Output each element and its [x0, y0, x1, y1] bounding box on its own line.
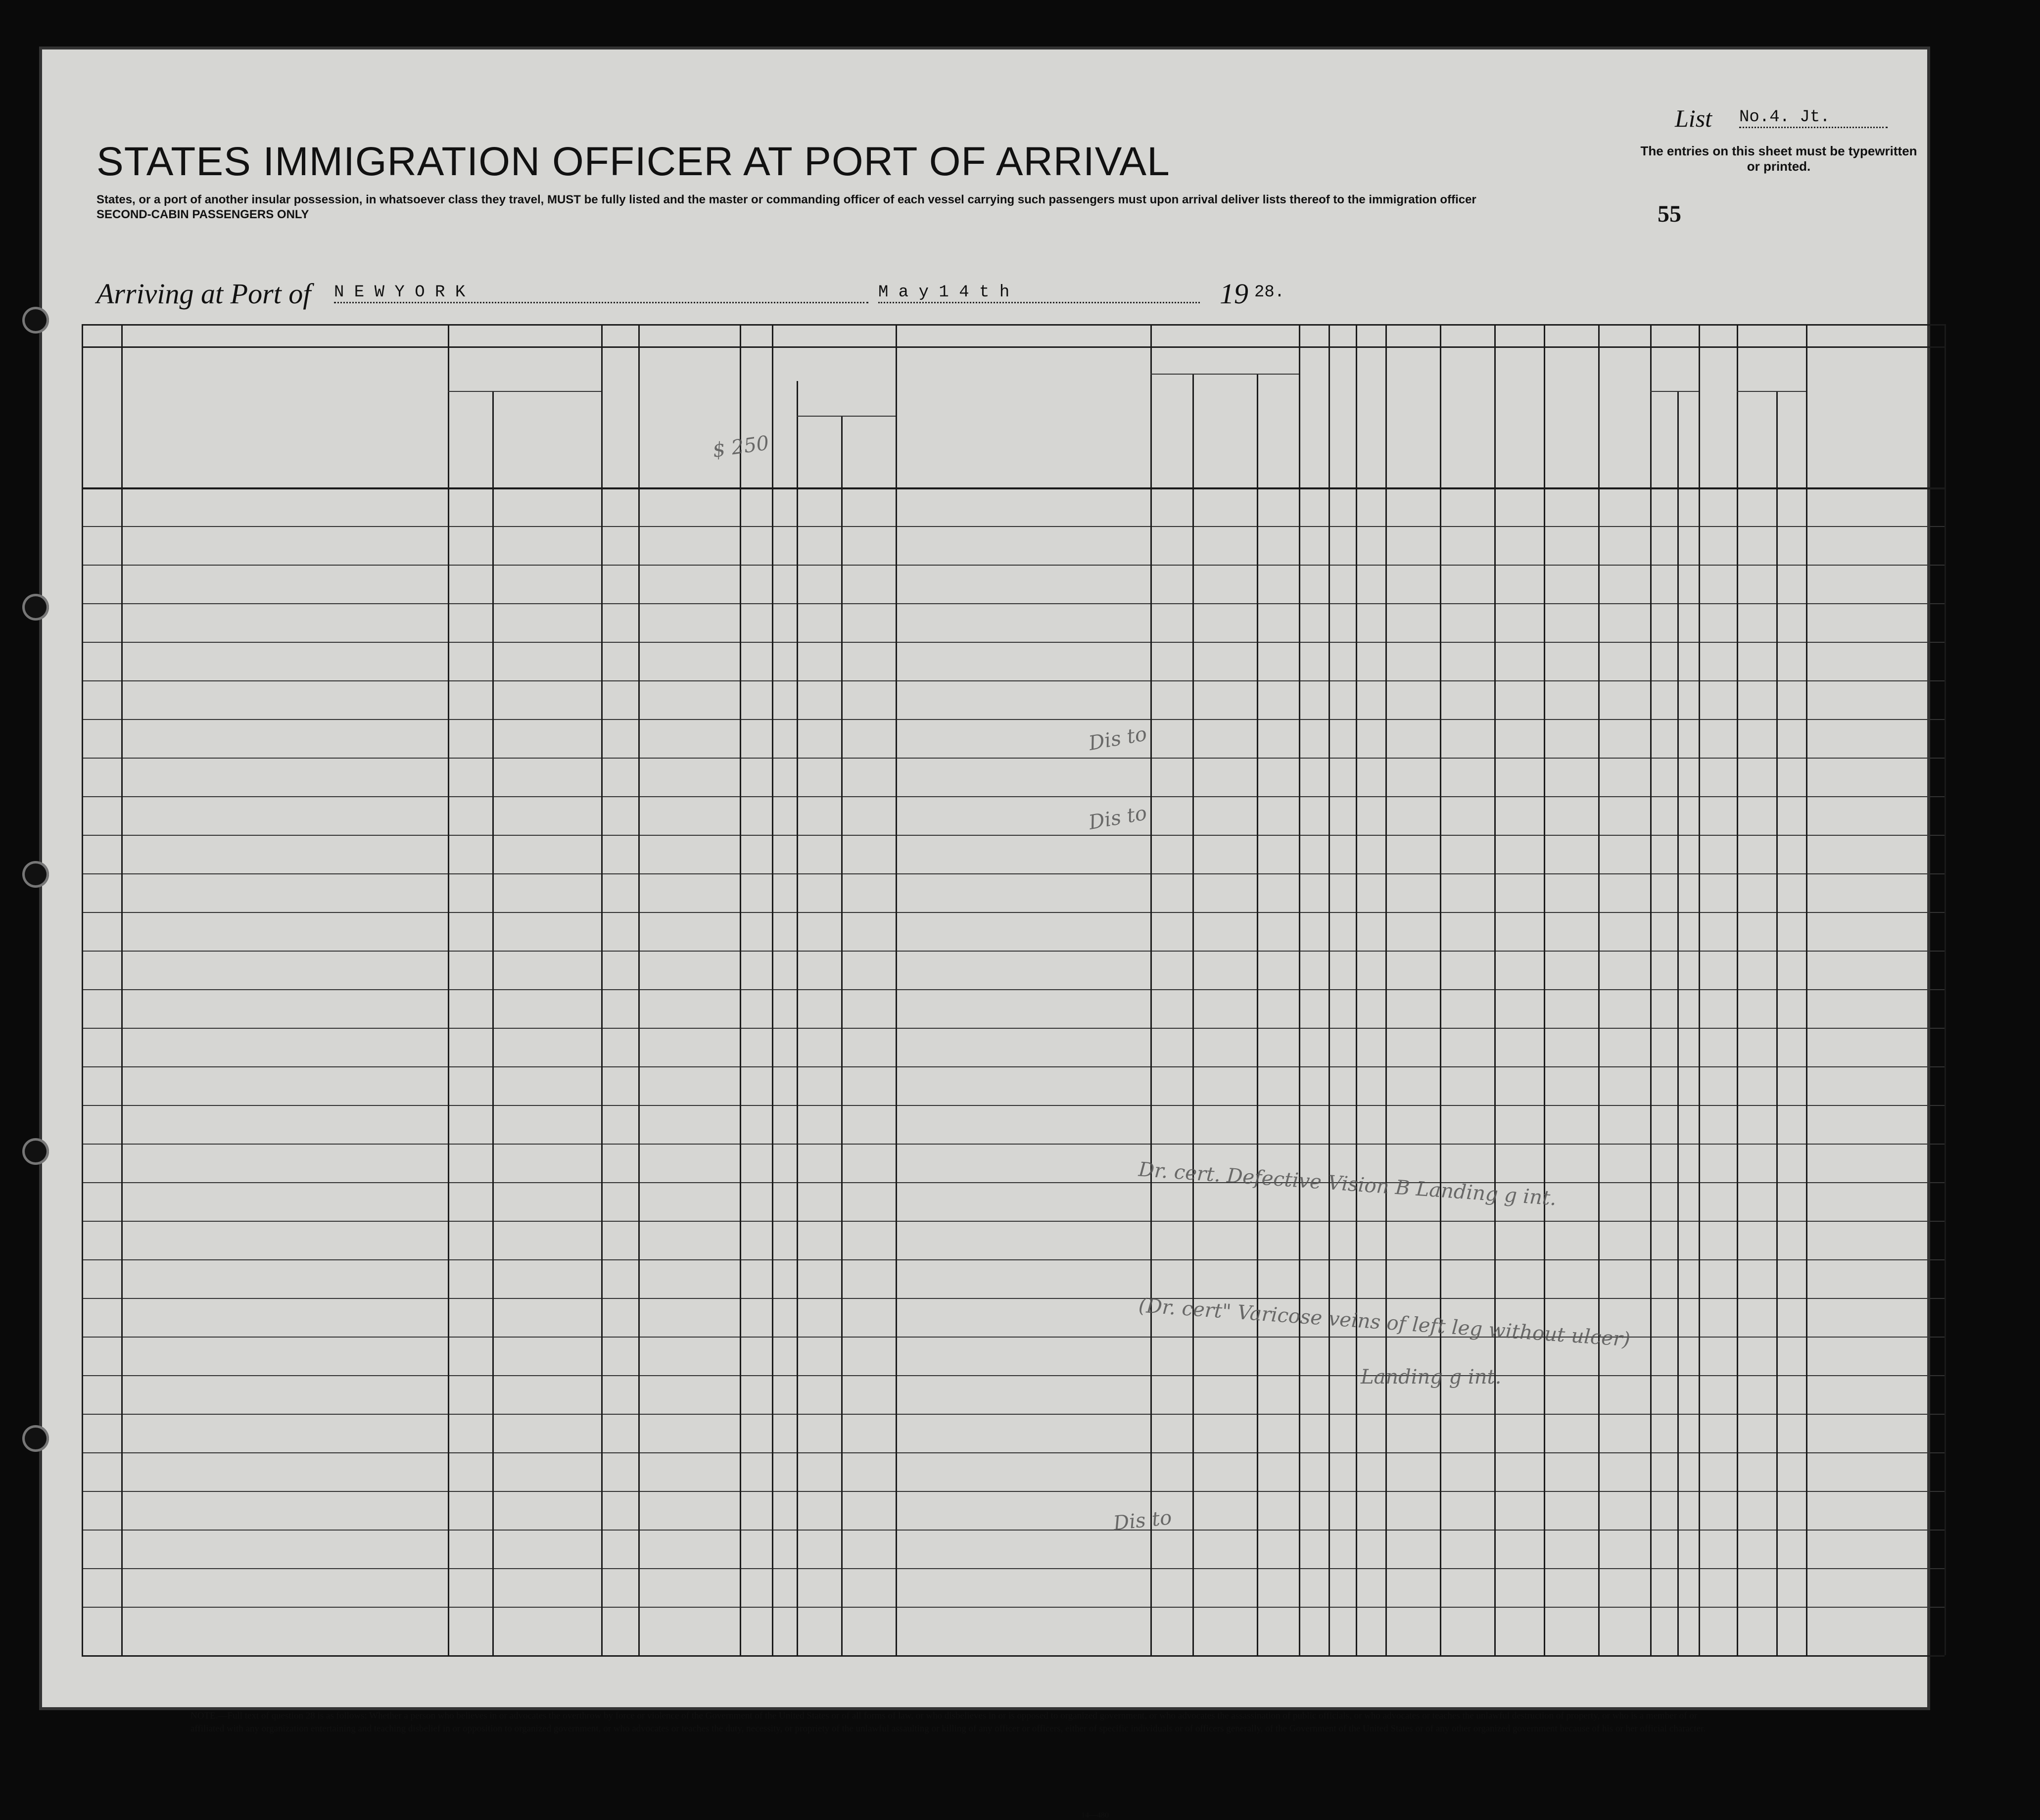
subtitle-line2: SECOND-CABIN PASSENGERS ONLY: [96, 208, 309, 221]
header-hair: [1737, 423, 1776, 443]
header-purpose-citizen: [1259, 381, 1297, 480]
column-rule: [1945, 324, 1946, 1655]
handwritten-annotation: Dis to: [1087, 802, 1149, 834]
sub-header-rule: [1737, 391, 1806, 392]
row-rule: [82, 603, 1945, 604]
row-rule: [82, 526, 1945, 527]
row-rule: [82, 1337, 1945, 1338]
header-polygamist: [1330, 351, 1354, 480]
header-height: [1650, 371, 1699, 391]
row-rule: [82, 1105, 1945, 1106]
column-rule: [82, 324, 83, 1655]
header-anarchist: [1358, 351, 1383, 480]
binding-hole: [22, 1138, 49, 1165]
row-rule: [82, 1028, 1945, 1029]
row-rule: [82, 1530, 1945, 1531]
row-rule: [82, 873, 1945, 874]
column-rule: [1328, 324, 1330, 1655]
form-code: 14—480: [1081, 1811, 1109, 1820]
row-rule: [82, 1144, 1945, 1145]
binding-hole: [22, 861, 49, 888]
header-eyes: [1776, 423, 1806, 443]
column-rule: [121, 324, 123, 1655]
header-color-of: [1737, 371, 1806, 391]
manifest-table: [82, 324, 1945, 1665]
header-deformed: [1598, 388, 1650, 463]
row-rule: [82, 1298, 1945, 1299]
row-rule: [82, 1491, 1945, 1492]
row-rule: [82, 758, 1945, 759]
sub-column-rule: [1257, 374, 1258, 1655]
handwritten-annotation: (Dr. cert" Varicose veins of left leg without ulcer): [1138, 1294, 1631, 1351]
header-overthrow: [1387, 351, 1438, 480]
column-rule: [1385, 324, 1387, 1655]
header-ticket: [603, 351, 636, 480]
header-no-on-list: [82, 383, 121, 433]
handwritten-annotation: Dr. cert. Defective Vision B Landing g int.: [1138, 1158, 1558, 1210]
column-rule: [1598, 324, 1600, 1655]
column-rule: [638, 324, 640, 1655]
page-title: STATES IMMIGRATION OFFICER AT PORT OF ARRIVAL: [96, 139, 1170, 184]
column-number-rule: [82, 346, 1945, 348]
handwritten-annotation: Landing g int.: [1361, 1366, 1502, 1389]
entries-note: The entries on this sheet must be typewritten or printed.: [1640, 144, 1917, 174]
header-complexion: [1699, 413, 1737, 433]
header-final-destination-sub: [448, 366, 601, 386]
column-rule: [1150, 324, 1152, 1655]
column-rule: [1356, 324, 1357, 1655]
manifest-sheet: [42, 49, 1927, 1820]
row-rule: [82, 989, 1945, 990]
column-rule: [740, 324, 741, 1655]
column-rule: [1299, 324, 1300, 1655]
column-rule: [1650, 324, 1652, 1655]
handwritten-annotation: Dis to: [1087, 722, 1149, 755]
handwritten-annotation: $ 250: [711, 431, 771, 462]
column-rule: [1806, 324, 1807, 1655]
binding-hole: [22, 307, 49, 334]
row-rule: [82, 1375, 1945, 1376]
header-inches: [1677, 453, 1699, 473]
row-rule: [82, 1452, 1945, 1453]
column-rule: [601, 324, 603, 1655]
handwritten-annotation: Dis to: [1112, 1506, 1173, 1535]
sub-column-rule: [1192, 374, 1194, 1655]
binding-hole: [22, 1425, 49, 1452]
sub-header-rule: [1650, 391, 1699, 392]
header-passage-paid: [638, 361, 740, 406]
row-rule: [82, 680, 1945, 681]
row-rule: [82, 1259, 1945, 1260]
header-deported: [1496, 351, 1542, 480]
header-purpose-return: [1152, 381, 1190, 480]
sub-header-rule: [448, 391, 601, 392]
sub-column-rule: [1677, 391, 1679, 1655]
binding-hole: [22, 594, 49, 621]
sub-column-rule: [1776, 391, 1778, 1655]
row-rule: [82, 642, 1945, 643]
column-rule: [1544, 324, 1545, 1655]
row-rule: [82, 1607, 1945, 1608]
column-rule: [1440, 324, 1441, 1655]
column-rule: [1494, 324, 1496, 1655]
header-health: [1544, 398, 1598, 453]
list-label: List: [1675, 104, 1712, 132]
header-purpose: [1150, 351, 1299, 371]
row-rule: [82, 835, 1945, 836]
header-feet: [1650, 453, 1677, 473]
footnote: NOTE.—Full text of question 28 is as follows: Whether a person who believes in or advocates the overthrow by force or violence of the Government of the United States or of all forms of law, or who disbelieves in or is opposed to organized government, or who advocates the assassination of public officials, or who advocates or teaches the unlawful destruction of property, or who is a member of or affiliated with any organization entertaining and teaching disbelief in or opposition to organized government, or who advocates or teaches the duty, necessity, or propriety of the unlawful assaulting or killing of any officer or officers, either of specific individuals or of officers generally, of the Government of the United States or of any other organized government because of his or her official character.: [190, 1711, 1706, 1734]
row-rule: [82, 1066, 1945, 1067]
row-rule: [82, 565, 1945, 566]
row-rule: [82, 1568, 1945, 1569]
header-state: [448, 423, 492, 443]
header-city: [492, 423, 601, 443]
header-bottom-rule: [82, 487, 1945, 489]
header-labor-offer: [1442, 351, 1492, 480]
header-year: [797, 438, 841, 478]
header-yes-no: [772, 438, 797, 468]
header-relative-address: [136, 383, 433, 443]
column-rule: [1699, 324, 1700, 1655]
header-where: [841, 443, 896, 463]
row-rule: [82, 719, 1945, 720]
column-rule: [1737, 324, 1738, 1655]
row-rule: [82, 796, 1945, 797]
header-join-relative: [903, 383, 1143, 458]
column-rule: [772, 324, 773, 1655]
row-rule: [82, 1182, 1945, 1183]
subtitle-line1: States, or a port of another insular possession, in whatsoever class they travel, MUST be fully listed and the master or commanding officer of each vessel carrying such passengers must upon arrival deliver lists thereof to the immigration officer: [96, 193, 1476, 206]
list-number: No.4. Jt.: [1739, 108, 1888, 128]
column-rule: [896, 324, 897, 1655]
sub-column-rule: [797, 381, 798, 1655]
page-number: 55: [1658, 201, 1681, 227]
row-rule: [82, 912, 1945, 913]
header-prison: [1301, 351, 1327, 480]
table-top-border: [82, 324, 1945, 326]
sub-column-rule: [841, 416, 843, 1655]
sub-column-rule: [492, 391, 494, 1655]
port-field: N E W Y O R K: [334, 283, 868, 303]
row-rule: [82, 1414, 1945, 1415]
row-rule: [82, 1221, 1945, 1222]
year-suffix: 28.: [1254, 283, 1285, 302]
sub-header-rule: [1150, 374, 1299, 375]
column-rule: [448, 324, 449, 1655]
year-prefix: 19: [1220, 278, 1248, 310]
row-rule: [82, 951, 1945, 952]
header-money: [742, 351, 770, 480]
arriving-label: Arriving at Port of: [96, 278, 311, 310]
header-final-destination: [448, 351, 601, 366]
header-purpose-length: [1194, 381, 1255, 480]
date-field: M a y 1 4 t h: [878, 283, 1200, 303]
header-marks: [1806, 403, 1945, 423]
table-bottom-border: [82, 1655, 1945, 1657]
header-if-yes: [797, 396, 896, 411]
